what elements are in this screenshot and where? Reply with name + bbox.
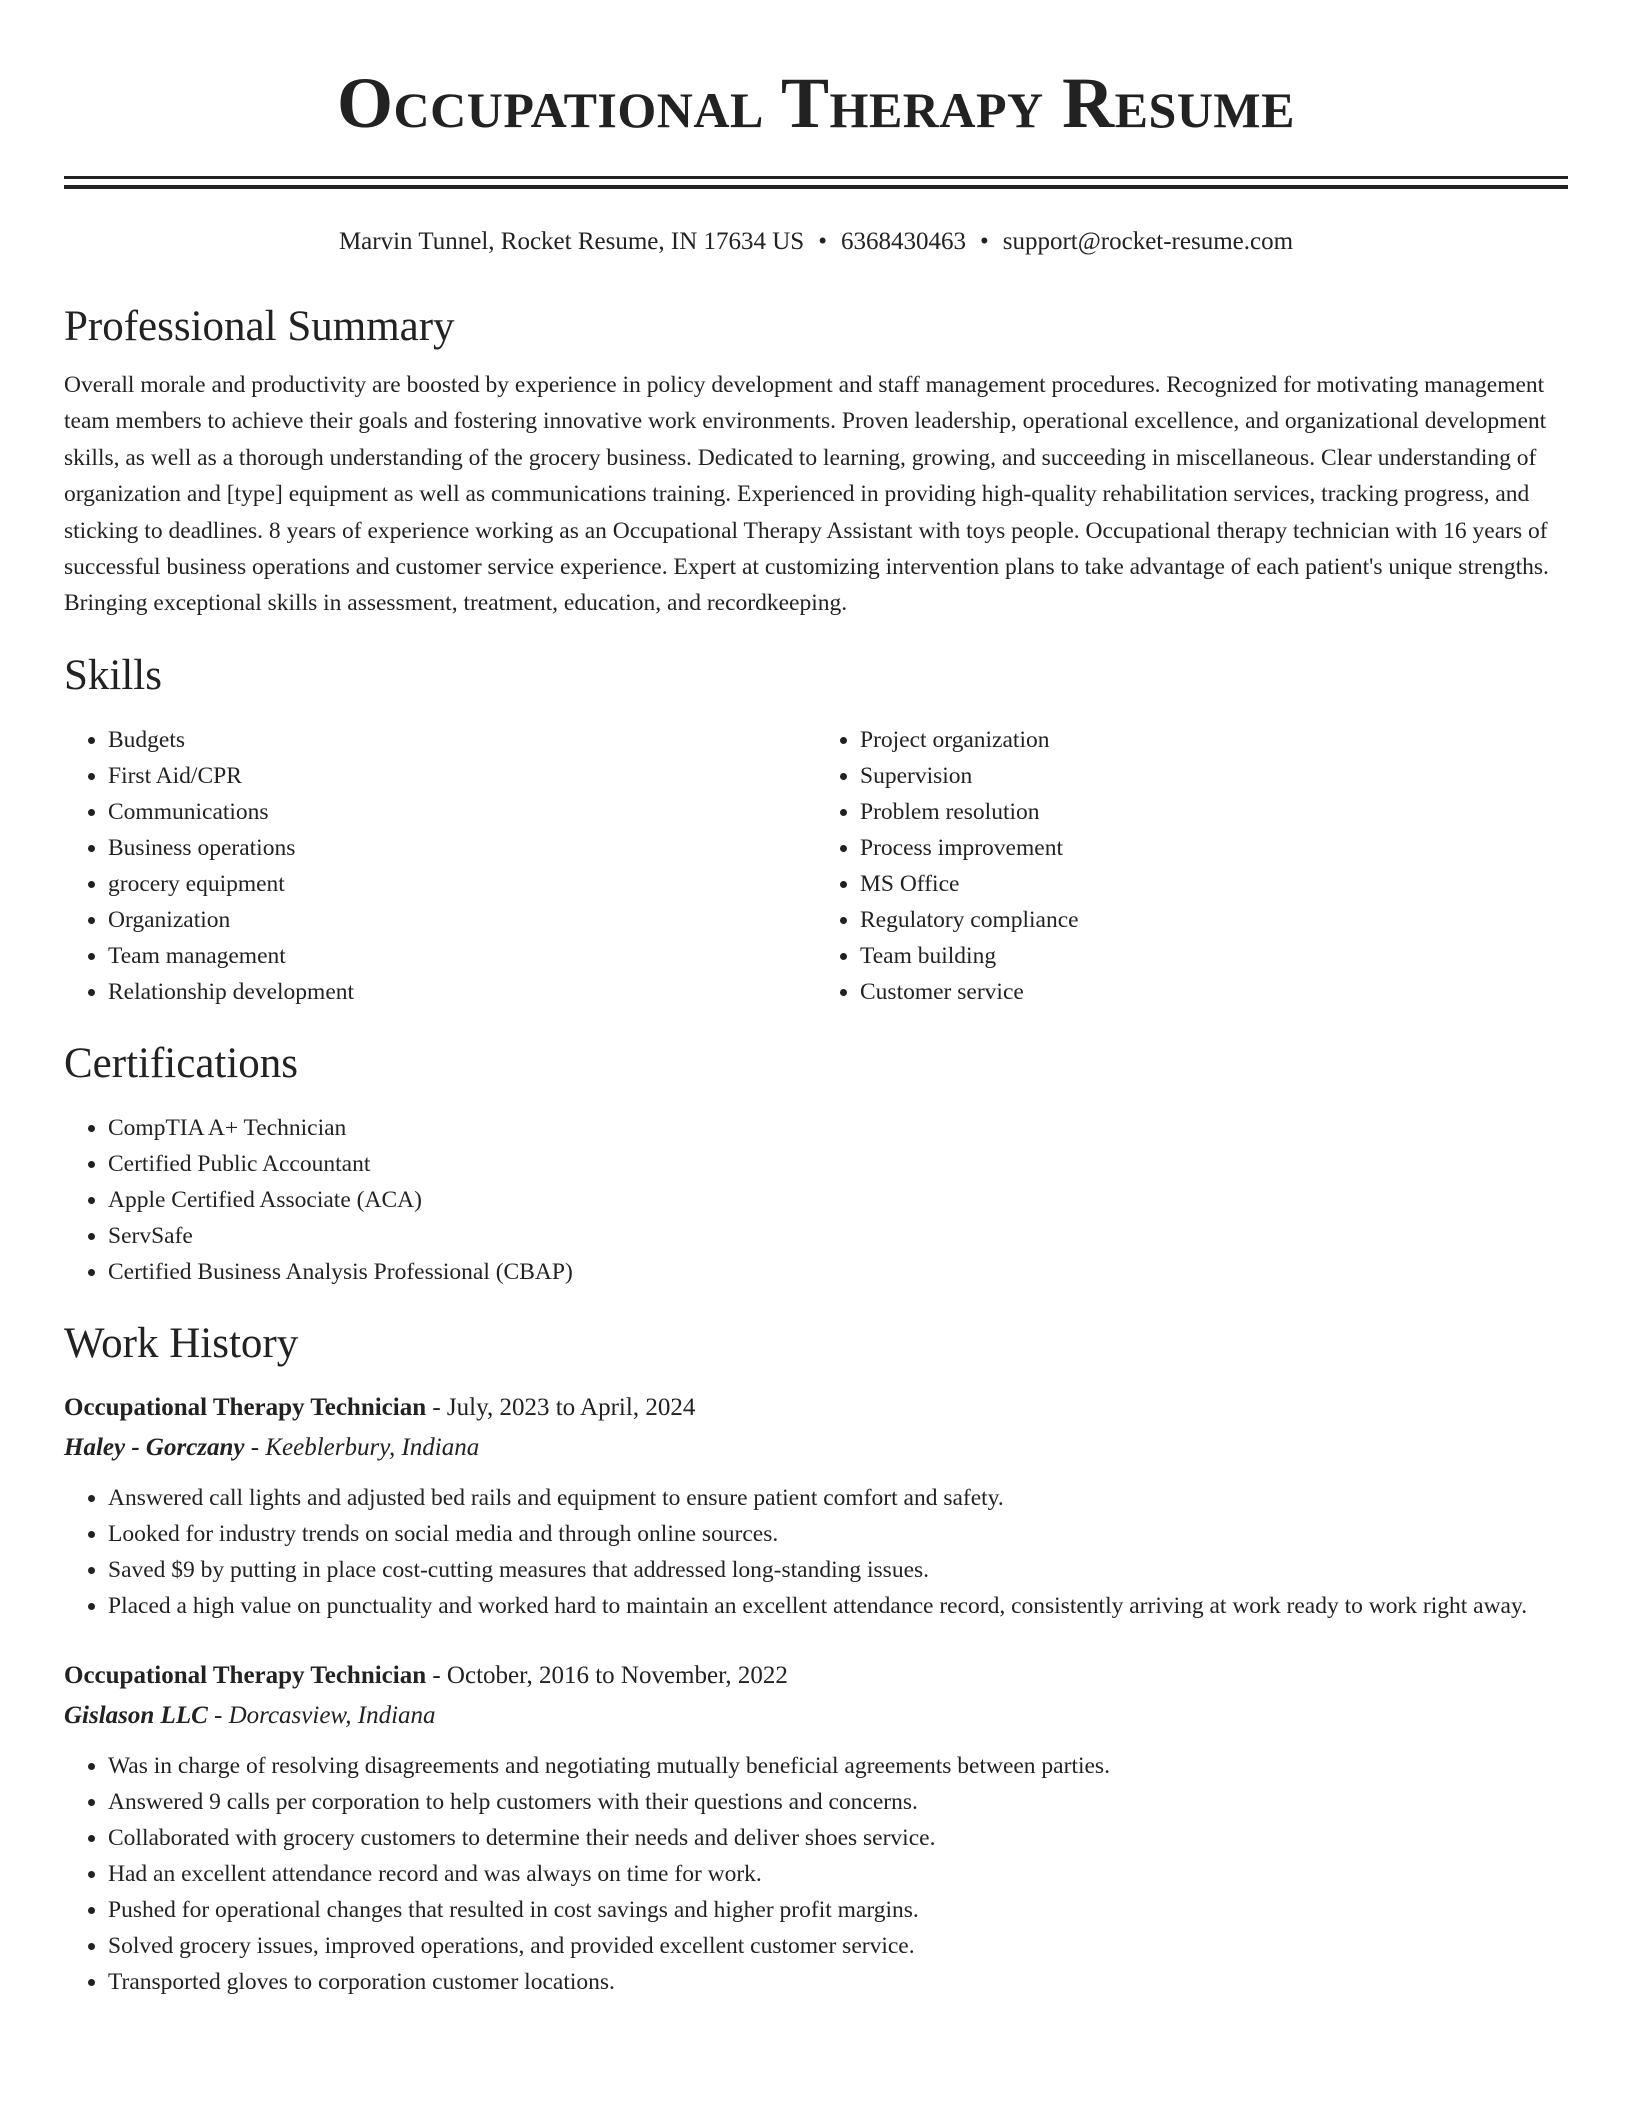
certification-item: • Certified Business Analysis Professional (CBAP): [108, 1254, 1568, 1290]
job-bullet: • Collaborated with grocery customers to determine their needs and deliver shoes service.: [108, 1820, 1568, 1856]
skill-item: • Budgets: [108, 722, 816, 758]
job-bullet: • Looked for industry trends on social media and through online sources.: [108, 1516, 1568, 1552]
skill-item: • First Aid/CPR: [108, 758, 816, 794]
job-bullet: • Solved grocery issues, improved operations, and provided excellent customer service.: [108, 1928, 1568, 1964]
job-bullet: • Transported gloves to corporation customer locations.: [108, 1964, 1568, 2000]
certification-item: • Apple Certified Associate (ACA): [108, 1182, 1568, 1218]
skill-item: • grocery equipment: [108, 866, 816, 902]
contact-separator: •: [979, 228, 989, 255]
skill-item: • Business operations: [108, 830, 816, 866]
skills-columns: [64, 722, 1568, 1010]
job-bullet: • Placed a high value on punctuality and worked hard to maintain an excellent attendance record, consistently arriving at work ready to work right away.: [108, 1588, 1568, 1624]
skill-item: • Team building: [860, 938, 1568, 974]
skill-item: • Problem resolution: [860, 794, 1568, 830]
summary-heading: Professional Summary: [64, 303, 455, 350]
job-bullets: [64, 1748, 1568, 2000]
contact-line: [64, 225, 1568, 259]
job-bullet: • Was in charge of resolving disagreements and negotiating mutually beneficial agreements between parties.: [108, 1748, 1568, 1784]
job-bullet: • Answered call lights and adjusted bed rails and equipment to ensure patient comfort and safety.: [108, 1480, 1568, 1516]
skills-list-right: [816, 722, 1568, 1010]
job-company: Haley - Gorczany: [64, 1433, 245, 1461]
contact-phone: 6368430463: [840, 228, 966, 255]
skill-item: • Team management: [108, 938, 816, 974]
job-entry: [64, 1656, 1568, 2000]
certification-item: • Certified Public Accountant: [108, 1146, 1568, 1182]
skill-item: • MS Office: [860, 866, 1568, 902]
job-title-line: [64, 1656, 1568, 1696]
job-company-line: [64, 1428, 1568, 1468]
skill-item: • Customer service: [860, 974, 1568, 1010]
certifications-heading: Certifications: [64, 1039, 299, 1087]
skill-item: • Supervision: [860, 758, 1568, 794]
skill-item: • Relationship development: [108, 974, 816, 1010]
skill-item: • Project organization: [860, 722, 1568, 758]
job-bullet: • Saved $9 by putting in place cost-cutting measures that addressed long-standing issues.: [108, 1552, 1568, 1588]
job-bullet: • Pushed for operational changes that resulted in cost savings and higher profit margins.: [108, 1892, 1568, 1928]
job-dates: - July, 2023 to April, 2024: [432, 1393, 696, 1421]
title-divider-bottom: [64, 185, 1568, 189]
contact-address: Marvin Tunnel, Rocket Resume, IN 17634 US: [338, 228, 805, 255]
skill-item: • Process improvement: [860, 830, 1568, 866]
job-title: Occupational Therapy Technician: [64, 1393, 427, 1421]
job-company-line: [64, 1696, 1568, 1736]
job-location: - Dorcasview, Indiana: [214, 1701, 436, 1729]
contact-separator: •: [818, 228, 827, 255]
contact-email: support@rocket-resume.com: [1002, 228, 1294, 255]
certifications-list: [64, 1110, 1568, 1290]
job-company: Gislason LLC: [64, 1701, 208, 1729]
skills-list-left: [64, 722, 816, 1010]
job-bullets: [64, 1480, 1568, 1624]
skill-item: • Communications: [108, 794, 816, 830]
job-bullet: • Answered 9 calls per corporation to help customers with their questions and concerns.: [108, 1784, 1568, 1820]
page-title: Occupational Therapy Resume: [337, 63, 1295, 143]
skill-item: • Organization: [108, 902, 816, 938]
title-divider-top: [64, 176, 1568, 179]
job-bullet: • Had an excellent attendance record and was always on time for work.: [108, 1856, 1568, 1892]
job-dates: - October, 2016 to November, 2022: [432, 1661, 788, 1689]
summary-text: Overall morale and productivity are boosted by experience in policy development and staff management procedures. Recognized for motivating management team members to achieve their goals and fostering innovative work environments. Proven leadership, operational excellence, and organizational development skills, as well as a thorough understanding of the grocery business. Dedicated to learning, growing, and succeeding in miscellaneous. Clear understanding of organization and [type] equipment as well as communications training. Experienced in providing high-quality rehabilitation services, tracking progress, and sticking to deadlines. 8 years of experience working as an Occupational Therapy Assistant with toys people. Occupational therapy technician with 16 years of successful business operations and customer service experience. Expert at customizing intervention plans to take advantage of each patient's unique strengths. Bringing exceptional skills in assessment, treatment, education, and recordkeeping.: [64, 372, 1549, 617]
work-history-heading: Work History: [64, 1319, 299, 1367]
job-title: Occupational Therapy Technician: [64, 1661, 427, 1689]
certification-item: • CompTIA A+ Technician: [108, 1110, 1568, 1146]
job-title-line: [64, 1388, 1568, 1428]
skill-item: • Regulatory compliance: [860, 902, 1568, 938]
certification-item: • ServSafe: [108, 1218, 1568, 1254]
job-entry: [64, 1388, 1568, 1624]
job-location: - Keeblerbury, Indiana: [250, 1433, 480, 1461]
skills-heading: Skills: [64, 651, 162, 699]
